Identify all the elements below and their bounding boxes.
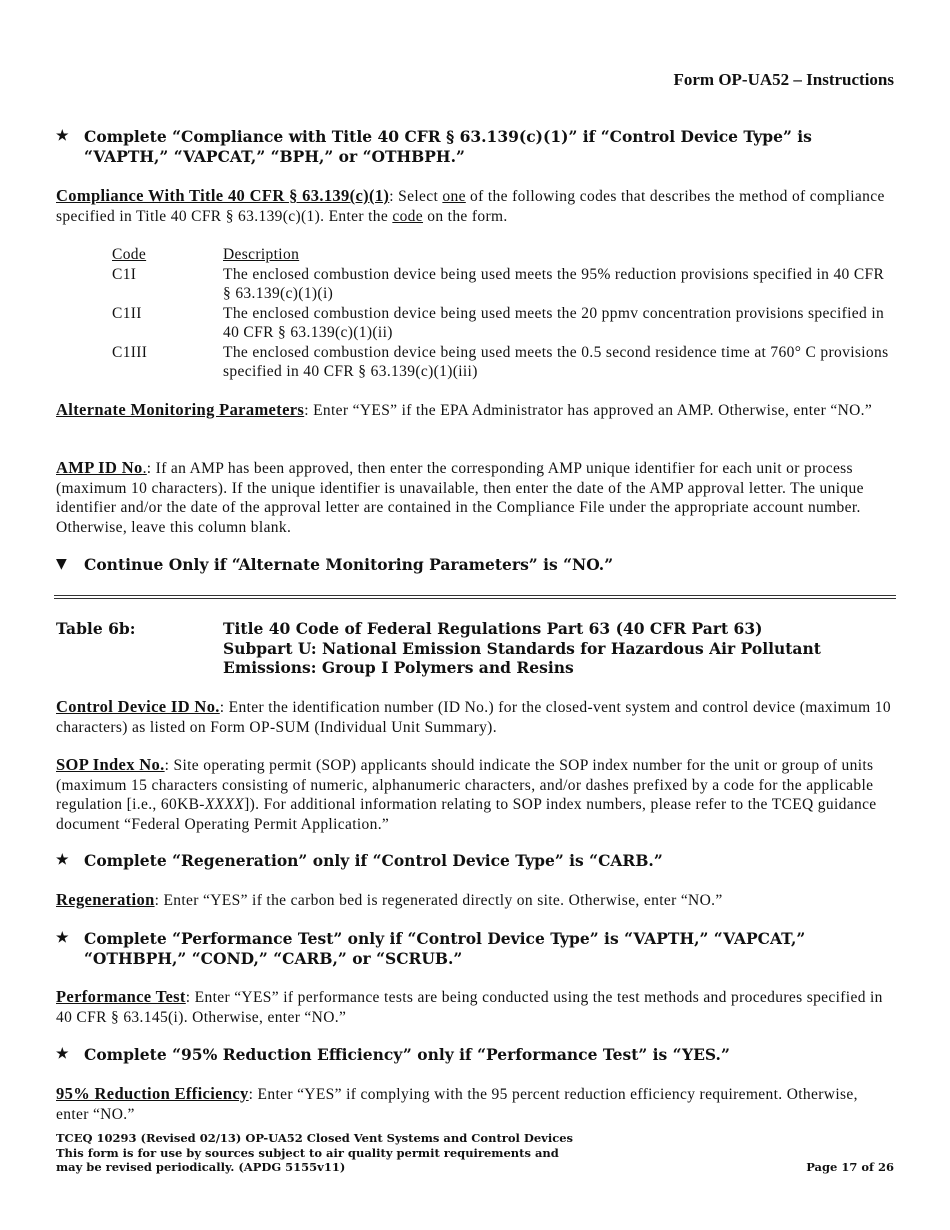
- sop-paragraph: [56, 755, 894, 834]
- text-italic: XXXX: [204, 796, 245, 813]
- star-icon: ★: [56, 1046, 69, 1062]
- field-term: 95% Reduction Efficiency: [56, 1084, 249, 1103]
- text-underlined: .: [142, 460, 147, 477]
- text: : Enter “YES” if the EPA Administrator has approved an AMP. Otherwise, enter “NO.”: [304, 402, 873, 419]
- reduction-efficiency-paragraph: [56, 1084, 894, 1124]
- field-term: Performance Test: [56, 987, 186, 1006]
- code-value: C1I: [112, 265, 137, 283]
- bullet-text: Complete “Performance Test” only if “Control Device Type” is “VAPTH,” “VAPCAT,” “OTHBPH,” “COND,” “CARB,” or “SCRUB.”: [84, 929, 806, 968]
- performance-test-paragraph: [56, 987, 894, 1027]
- amp-id-paragraph: [56, 458, 894, 537]
- text: : Enter the identification number (ID No.) for the closed-vent system and control device (maximum 10 characters) as listed on Form OP-SUM (Individual Unit Summary).: [56, 699, 891, 736]
- table-heading: [56, 619, 894, 678]
- code-row: [112, 265, 894, 304]
- field-term: Regeneration: [56, 890, 155, 909]
- table-title-line: Subpart U: National Emission Standards for Hazardous Air Pollutant: [223, 638, 821, 658]
- bullet-text: Complete “95% Reduction Efficiency” only if “Performance Test” is “YES.”: [84, 1045, 730, 1064]
- text-underlined: code: [392, 207, 424, 225]
- footer-line: This form is for use by sources subject to air quality permit requirements and: [56, 1145, 559, 1160]
- text: : If an AMP has been approved, then enter the corresponding AMP unique identifier for each unit or process (maximum 10 characters). If the unique identifier is unavailable, then enter the date of the AMP approval letter. The unique identifier and/or the date of the approval letter are contained in the Compliance File under the appropriate account number. Otherwise, leave this column blank.: [56, 460, 864, 536]
- text: on the form.: [423, 207, 508, 225]
- code-row: [112, 304, 894, 343]
- footer-line: TCEQ 10293 (Revised 02/13) OP-UA52 Closed Vent Systems and Control Devices: [56, 1131, 573, 1145]
- code-description: The enclosed combustion device being used meets the 20 ppmv concentration provisions specified in 40 CFR § 63.139(c)(1)(ii): [223, 304, 885, 341]
- text: : Select: [389, 188, 443, 205]
- star-icon: ★: [56, 128, 69, 144]
- page-footer: [56, 1131, 894, 1175]
- alt-monitoring-paragraph: [56, 400, 894, 421]
- text: : Enter “YES” if the carbon bed is regenerated directly on site. Otherwise, enter “NO.”: [154, 892, 723, 909]
- codes-table: [112, 245, 894, 382]
- text: : Enter “YES” if complying with the 95 percent reduction efficiency requirement. Otherwise, enter “NO.”: [56, 1086, 858, 1123]
- text: : Enter “YES” if performance tests are being conducted using the test methods and procedures specified in 40 CFR § 63.145(i). Otherwise, enter “NO.”: [56, 989, 883, 1026]
- control-device-paragraph: [56, 697, 894, 737]
- column-header-description: Description: [223, 246, 300, 263]
- table-title-line: Emissions: Group I Polymers and Resins: [223, 658, 574, 677]
- text: of the following codes that describes the method of compliance specified in Title 40 CFR § 63.139(c)(1). Enter the: [56, 188, 885, 225]
- field-term: Alternate Monitoring Parameters: [56, 400, 305, 419]
- code-row: [112, 343, 894, 382]
- code-description: The enclosed combustion device being used meets the 0.5 second residence time at 760° C provisions specified in 40 CFR § 63.139(c)(1)(iii): [223, 343, 889, 380]
- table-title-line: Title 40 Code of Federal Regulations Part 63 (40 CFR Part 63): [223, 619, 763, 638]
- text: : Site operating permit (SOP) applicants should indicate the SOP index number for the unit or group of units (maximum 15 characters consisting of numeric, alphanumeric characters, and/or dashes prefixed by a code for the applicable regulation [i.e., 60KB-: [56, 757, 874, 813]
- column-header-code: Code: [112, 246, 147, 263]
- triangle-down-icon: ▼: [56, 556, 67, 572]
- section-divider: [54, 595, 896, 599]
- bullet-text: Continue Only if “Alternate Monitoring Parameters” is “NO.”: [84, 555, 614, 574]
- code-description: The enclosed combustion device being used meets the 95% reduction provisions specified in 40 CFR § 63.139(c)(1)(i): [223, 265, 885, 302]
- regeneration-paragraph: [56, 890, 894, 911]
- field-term: SOP Index No.: [56, 755, 165, 774]
- page-title: Form OP-UA52 – Instructions: [673, 70, 894, 89]
- code-value: C1III: [112, 343, 148, 361]
- field-term: Control Device ID No.: [56, 697, 220, 716]
- bullet-text: Complete “Compliance with Title 40 CFR § 63.139(c)(1)” if “Control Device Type” is “VAPTH,” “VAPCAT,” “BPH,” or “OTHBPH.”: [84, 127, 812, 166]
- compliance-paragraph: [56, 186, 894, 226]
- field-term: Compliance With Title 40 CFR § 63.139(c)(1): [56, 186, 390, 205]
- table-title: [223, 619, 894, 678]
- field-term: AMP ID No: [56, 458, 143, 477]
- star-icon: ★: [56, 852, 69, 868]
- table-label: Table 6b:: [56, 619, 136, 638]
- page-number: Page 17 of 26: [806, 1160, 894, 1174]
- code-value: C1II: [112, 304, 142, 322]
- star-icon: ★: [56, 930, 69, 946]
- text-underlined: one: [442, 188, 466, 205]
- bullet-text: Complete “Regeneration” only if “Control Device Type” is “CARB.”: [84, 851, 663, 870]
- text: ]). For additional information relating to SOP index numbers, please refer to the TCEQ guidance document “Federal Operating Permit Application.”: [56, 796, 877, 833]
- codes-header-row: [112, 245, 894, 265]
- footer-line: may be revised periodically. (APDG 5155v11): [56, 1160, 346, 1174]
